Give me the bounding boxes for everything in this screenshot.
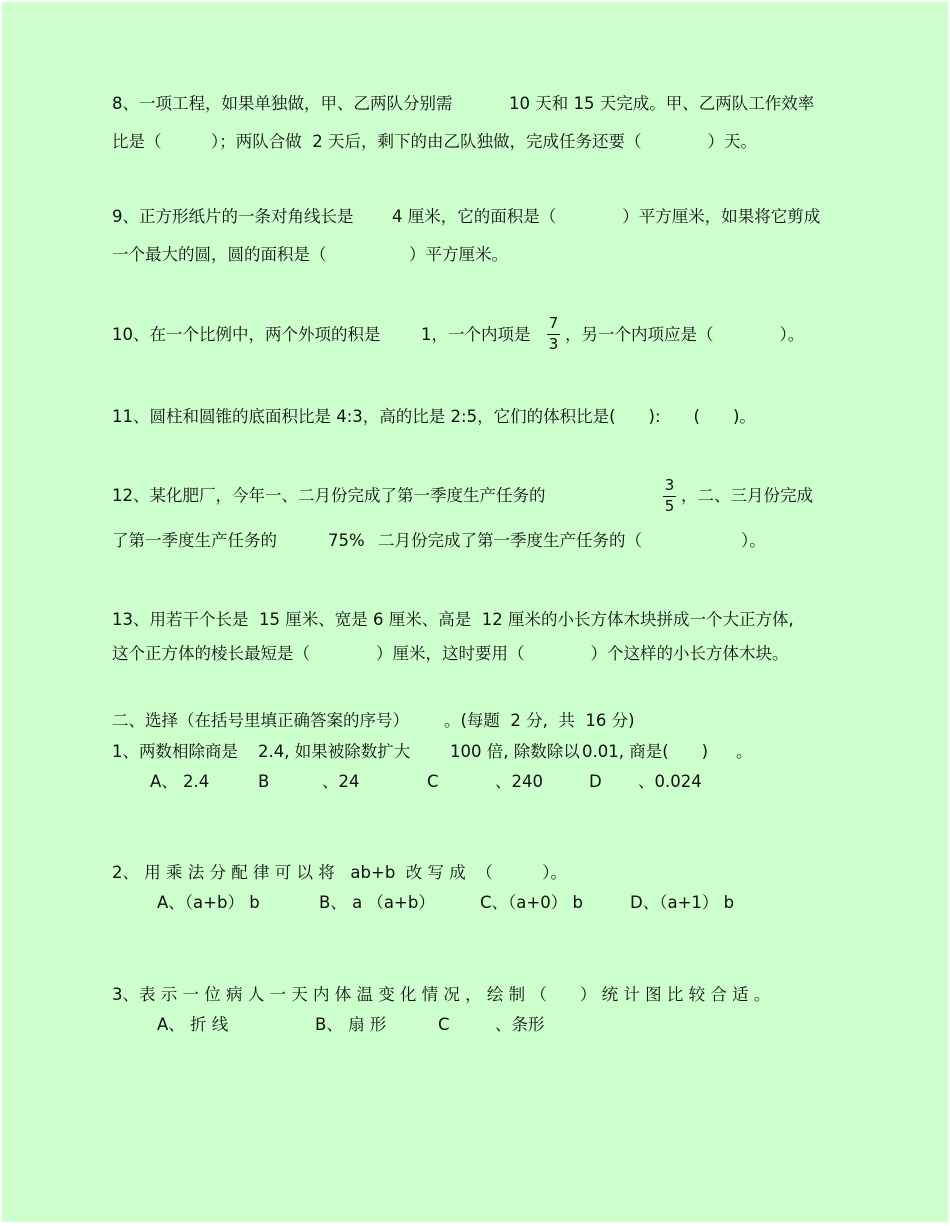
section2-heading-b: 。(每题 2 分, 共 16 分) (444, 711, 635, 730)
c1-option-a: A、 2.4 (150, 772, 210, 791)
q8-line2: 比是（ ）；两队合做 2 天后，剩下的由乙队独做，完成任务还要（ ）天。 (112, 132, 757, 151)
c1-option-c-letter: C (427, 772, 439, 791)
q13-line1: 13、用若干个长是 15 厘米、宽是 6 厘米、高是 12 厘米的小长方体木块拼成一个大正方体, (112, 610, 794, 629)
document-page (2, 2, 948, 1222)
c2-option-d: D、（a+1） b (630, 893, 735, 912)
c1-stem-a: 1、两数相除商是 (112, 742, 238, 761)
q13-line2: 这个正方体的棱长最短是（ ）厘米，这时要用（ ）个这样的小长方体木块。 (112, 644, 789, 663)
q12-fraction-numerator: 3 (664, 476, 675, 494)
q12-fraction-denominator: 5 (664, 497, 675, 515)
c1-stem-e: 。 (736, 742, 753, 761)
c2-option-c: C、（a+0） b (480, 893, 583, 912)
q10-fraction-numerator: 7 (548, 314, 559, 332)
q8-line1-a: 8、一项工程，如果单独做，甲、乙两队分别需 (112, 94, 453, 113)
c1-stem-d: 0.01, 商是( ) (582, 742, 709, 761)
c2-stem: 2、 用 乘 法 分 配 律 可 以 将 ab+b 改 写 成 （ ）。 (112, 863, 568, 882)
c3-stem: 3、表 示 一 位 病 人 一 天 内 体 温 变 化 情 况 ， 绘 制 （ ） 统 计 图 比 较 合 适 。 (112, 985, 771, 1004)
c1-stem-c: 100 倍, 除数除以 (450, 742, 580, 761)
c2-option-b: B、 a （a+b） (319, 893, 435, 912)
section2-heading-a: 二、选择（在括号里填正确答案的序号） (112, 711, 409, 730)
c1-option-c-value: 、240 (495, 772, 543, 791)
q10-text-a: 10、在一个比例中，两个外项的积是 (112, 325, 381, 344)
q12-line1-a: 12、某化肥厂，今年一、二月份完成了第一季度生产任务的 (112, 486, 546, 505)
q12-line2-b: 二月份完成了第一季度生产任务的（ ）。 (378, 531, 766, 550)
c1-option-b-value: 、24 (322, 772, 360, 791)
c3-option-c-letter: C (438, 1015, 450, 1034)
c2-option-a: A、（a+b） b (157, 893, 260, 912)
q9-line1-a: 9、正方形纸片的一条对角线长是 (112, 207, 354, 226)
c1-option-d-letter: D (589, 772, 602, 791)
q9-line2: 一个最大的圆，圆的面积是（ ）平方厘米。 (112, 245, 508, 264)
q10-fraction-denominator: 3 (548, 335, 559, 353)
c1-option-d-value: 、0.024 (638, 772, 702, 791)
q12-line2-percent: 75% (328, 531, 365, 550)
q10-text-b: 1，一个内项是 (421, 325, 531, 344)
q10-fraction (547, 315, 560, 353)
q9-line1-b: 4 厘米，它的面积是（ ）平方厘米，如果将它剪成 (392, 207, 821, 226)
c3-option-b: B、 扇 形 (315, 1015, 387, 1034)
q11-text: 11、圆柱和圆锥的底面积比是 4:3，高的比是 2:5，它们的体积比是( ): ( )。 (112, 407, 756, 426)
q12-line2-a: 了第一季度生产任务的 (112, 531, 277, 550)
c3-option-a: A、 折 线 (157, 1015, 229, 1034)
c3-option-c-value: 、条形 (495, 1015, 545, 1034)
q10-text-c: ，另一个内项应是（ ）。 (565, 325, 805, 344)
q12-line1-b: ，二、三月份完成 (681, 486, 813, 505)
q12-fraction (663, 477, 676, 515)
c1-stem-b: 2.4, 如果被除数扩大 (258, 742, 411, 761)
q8-line1-b: 10 天和 15 天完成。甲、乙两队工作效率 (509, 94, 815, 113)
c1-option-b-letter: B (258, 772, 270, 791)
